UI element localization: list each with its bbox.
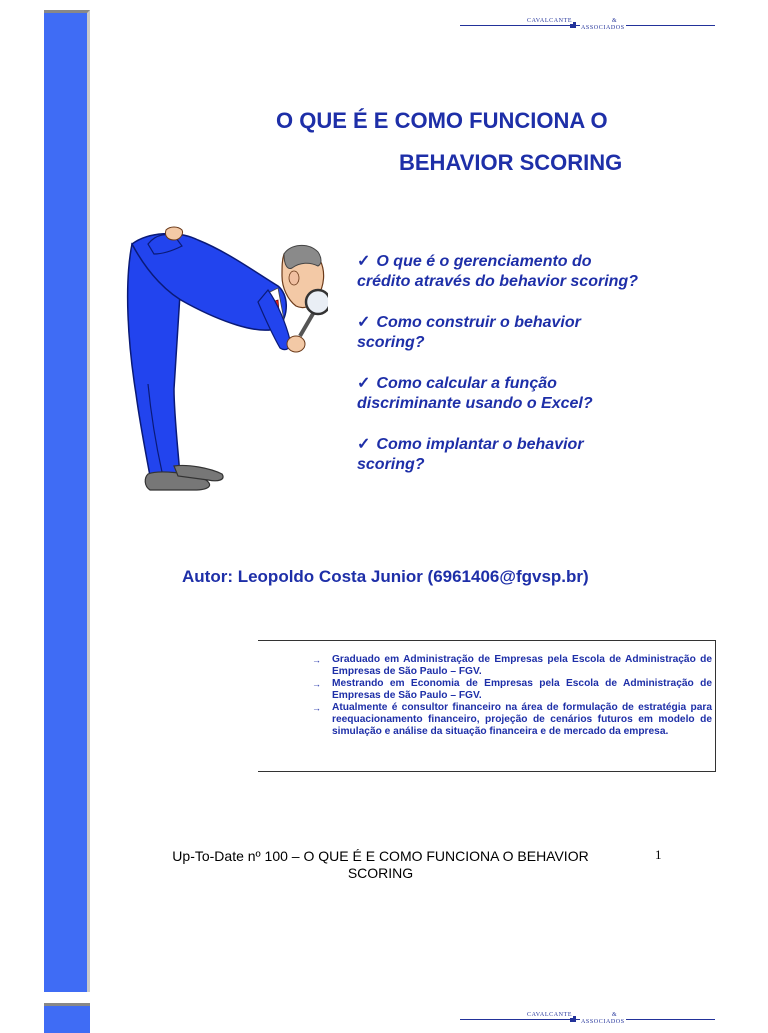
question-item xyxy=(357,435,647,475)
question-item xyxy=(357,374,647,414)
arrow-icon: → xyxy=(312,679,321,689)
bio-item xyxy=(312,702,712,738)
next-page-sidebar-bar xyxy=(44,1003,90,1033)
bio-item xyxy=(312,654,712,678)
next-page-logo-text-cavalcante: CAVALCANTE xyxy=(527,1012,573,1018)
logo-text-cavalcante: CAVALCANTE xyxy=(527,18,573,24)
bio-text: Atualmente é consultor financeiro na área de formulação de estratégia para reequacionamento financeiro, projeção de cenários futuros em modelo de simulação e análise da situação financeira e de mercado da empresa. xyxy=(332,702,712,737)
arrow-icon: → xyxy=(312,703,321,713)
page-footer xyxy=(148,848,613,882)
title-line-2: BEHAVIOR SCORING xyxy=(399,150,623,175)
logo-text-associados: ASSOCIADOS xyxy=(581,25,625,31)
author-line: Autor: Leopoldo Costa Junior (6961406@fgvsp.br) xyxy=(182,567,589,586)
question-text: Como calcular a função discriminante usando o Excel? xyxy=(357,375,593,412)
logo-ampersand: & xyxy=(612,18,617,24)
checkmark-icon: ✓ xyxy=(357,253,371,270)
author-bio-box xyxy=(258,640,716,772)
question-item xyxy=(357,252,647,292)
footer-line-1: Up-To-Date nº 100 – O QUE É E COMO FUNCIONA O BEHAVIOR xyxy=(172,848,589,864)
bio-text: Mestrando em Economia de Empresas pela Escola de Administração de Empresas de São Paulo – FGV. xyxy=(332,678,712,701)
bio-text: Graduado em Administração de Empresas pela Escola de Administração de Empresas de São Paulo – FGV. xyxy=(332,654,712,677)
question-text: Como construir o behavior scoring? xyxy=(357,314,581,351)
question-item xyxy=(357,313,647,353)
next-page-logo-ampersand: & xyxy=(612,1012,617,1018)
left-sidebar-bar xyxy=(44,10,90,992)
question-text: O que é o gerenciamento do crédito através do behavior scoring? xyxy=(357,253,638,290)
question-list xyxy=(357,252,647,496)
title-line-1: O QUE É E COMO FUNCIONA O xyxy=(276,108,608,133)
checkmark-icon: ✓ xyxy=(357,375,371,392)
man-with-magnifying-glass-illustration xyxy=(118,224,328,496)
bio-item xyxy=(312,678,712,702)
company-logo xyxy=(460,18,715,32)
next-page-logo-text-associados: ASSOCIADOS xyxy=(581,1019,625,1025)
footer-line-2: SCORING xyxy=(347,865,414,881)
checkmark-icon: ✓ xyxy=(357,436,371,453)
question-text: Como implantar o behavior scoring? xyxy=(357,436,584,473)
arrow-icon: → xyxy=(312,655,321,665)
checkmark-icon: ✓ xyxy=(357,314,371,331)
page-number: 1 xyxy=(655,847,662,862)
